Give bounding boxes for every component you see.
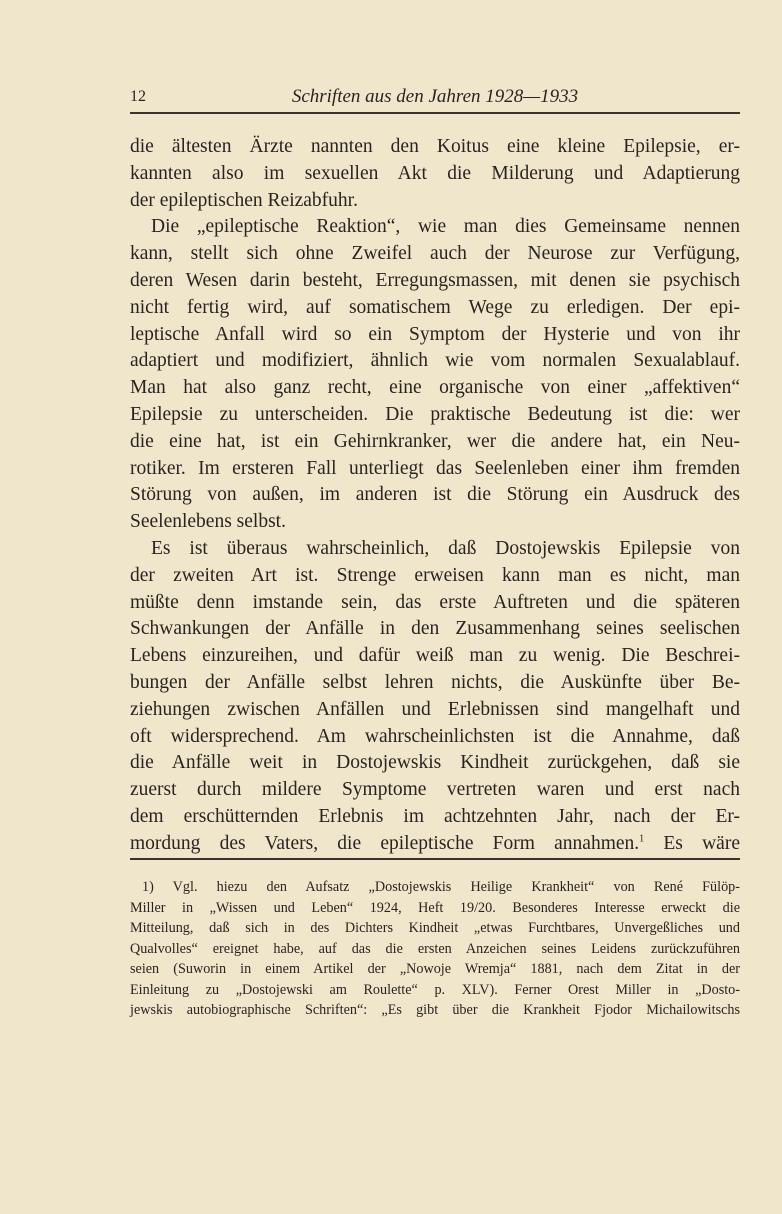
footnote-line: Qualvolles“ ereignet habe, auf das die ersten Anzeichen seines Leidens zurückzuführen xyxy=(130,940,740,957)
text-line: der epileptischen Reizabfuhr. xyxy=(130,189,358,211)
footnote-line: Miller in „Wissen und Leben“ 1924, Heft 19/20. Besonderes Interesse erweckt die xyxy=(130,899,740,916)
text-line: die eine hat, ist ein Gehirnkranker, wer die andere hat, ein Neu- xyxy=(130,430,740,452)
text-line: die Anfälle weit in Dostojewskis Kindheit zurückgehen, daß sie xyxy=(130,752,740,774)
text-line: oft widersprechend. Am wahrscheinlichsten ist die Annahme, daß xyxy=(130,725,740,747)
text-line xyxy=(130,831,740,858)
footnote-divider xyxy=(130,858,740,860)
footnotes xyxy=(130,877,740,1021)
text-line: kann, stellt sich ohne Zweifel auch der Neurose zur Verfügung, xyxy=(130,243,740,265)
text-line: nicht fertig wird, auf somatischem Wege zu erledigen. Der epi- xyxy=(130,296,740,318)
text-line: dem erschütternden Erlebnis im achtzehnten Jahr, nach der Er- xyxy=(130,805,740,827)
text-line: ziehungen zwischen Anfällen und Erlebnissen sind mangelhaft und xyxy=(130,698,740,720)
text-line: der zweiten Art ist. Strenge erweisen kann man es nicht, man xyxy=(130,564,740,586)
text-line: Man hat also ganz recht, eine organische von einer „affektiven“ xyxy=(130,377,740,399)
text-line: Seelenlebens selbst. xyxy=(130,511,286,533)
running-header xyxy=(130,88,740,114)
text-line: Es ist überaus wahrscheinlich, daß Dostojewskis Epilepsie von xyxy=(151,537,740,559)
text-segment: Es wäre xyxy=(644,832,740,854)
footnote-line: seien (Suworin in einem Artikel der „Nowoje Wremja“ 1881, nach dem Zitat in der xyxy=(130,961,740,977)
text-line: bungen der Anfälle selbst lehren nichts, die Auskünfte über Be- xyxy=(130,671,740,693)
text-line: müßte denn imstande sein, das erste Auftreten und die späteren xyxy=(130,591,740,613)
text-line: adaptiert und modifiziert, ähnlich wie vom normalen Sexualablauf. xyxy=(130,350,740,372)
running-title: Schriften aus den Jahren 1928—1933 xyxy=(291,86,579,107)
text-line: kannten also im sexuellen Akt die Milderung und Adaptierung xyxy=(130,162,740,184)
text-line: leptische Anfall wird so ein Symptom der Hysterie und von ihr xyxy=(130,323,740,345)
footnote-line: 1) Vgl. hiezu den Aufsatz „Dostojewskis Heilige Krankheit“ von René Fülöp- xyxy=(142,879,740,895)
text-line: deren Wesen darin besteht, Erregungsmassen, mit denen sie psychisch xyxy=(130,269,740,291)
text-segment: mordung des Vaters, die epileptische Form annahmen. xyxy=(130,832,640,854)
footnote-reference[interactable]: 1 xyxy=(639,833,645,845)
text-line: Schwankungen der Anfälle in den Zusammenhang seines seelischen xyxy=(130,618,740,640)
footnote-line: Mitteilung, daß sich in des Dichters Kindheit „etwas Furchtbares, Unvergeßliches und xyxy=(130,920,740,936)
text-line: zuerst durch mildere Symptome vertreten waren und erst nach xyxy=(130,779,740,801)
body-text xyxy=(130,134,740,858)
text-line: Epilepsie zu unterscheiden. Die praktische Bedeutung ist die: wer xyxy=(130,403,740,425)
footnote-line: jewskis autobiographische Schriften“: „Es gibt über die Krankheit Fjodor Michailowitschs xyxy=(130,1002,740,1018)
text-line: rotiker. Im ersteren Fall unterliegt das Seelenleben einer ihm fremden xyxy=(130,457,740,479)
footnote-line: Einleitung zu „Dostojewski am Roulette“ p. XLV). Ferner Orest Miller in „Dosto- xyxy=(130,981,740,998)
text-line: Lebens einzureihen, und dafür weiß man zu wenig. Die Beschrei- xyxy=(130,645,740,667)
text-line: Die „epileptische Reaktion“, wie man dies Gemeinsame nennen xyxy=(151,216,740,238)
text-line: die ältesten Ärzte nannten den Koitus eine kleine Epilepsie, er- xyxy=(130,136,740,157)
page-number: 12 xyxy=(130,88,146,105)
text-line: Störung von außen, im anderen ist die Störung ein Ausdruck des xyxy=(130,484,740,506)
